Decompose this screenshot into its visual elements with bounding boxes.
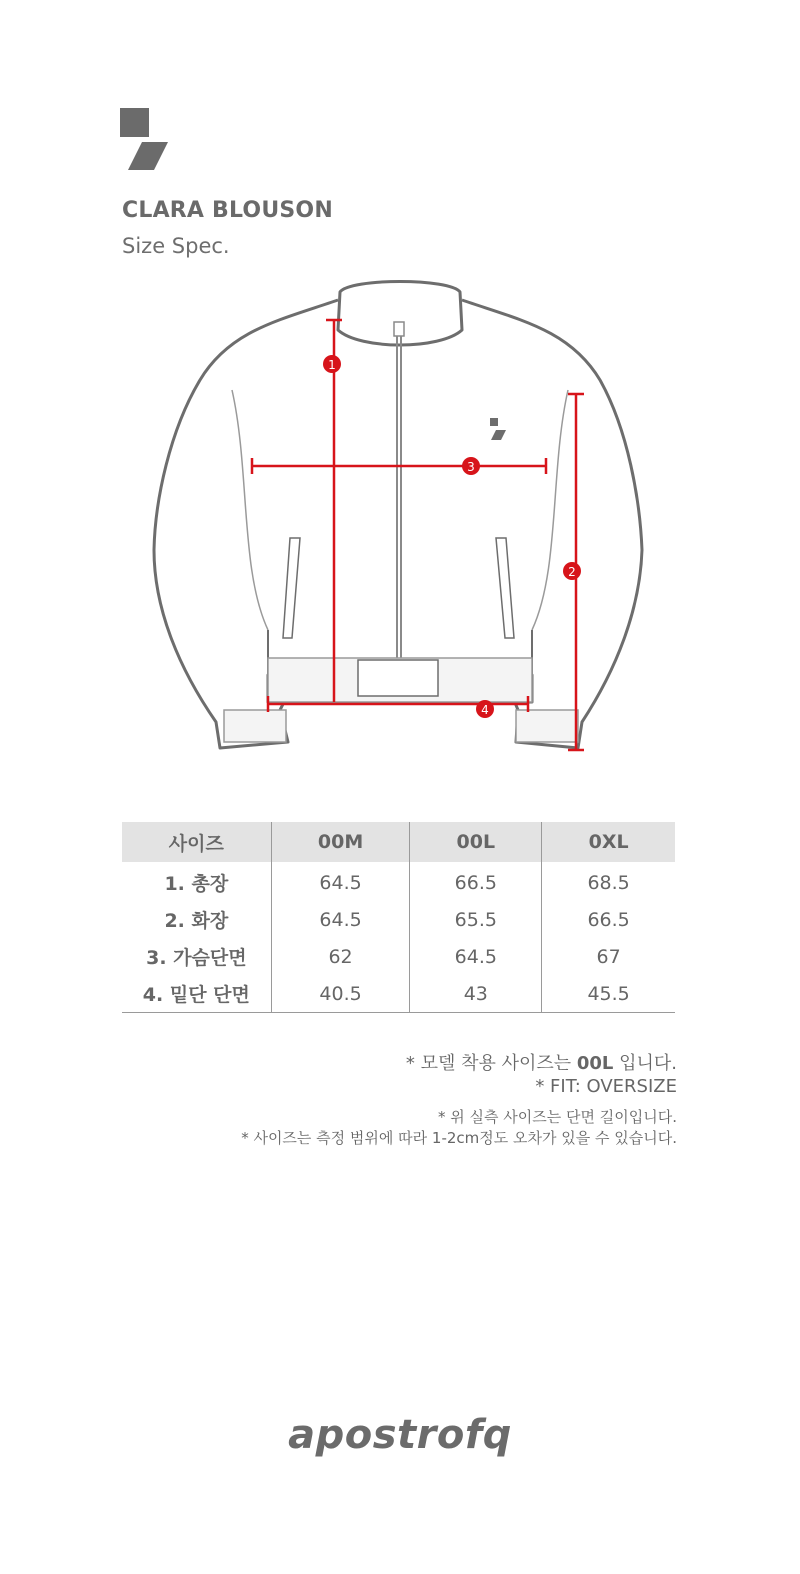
row-label: 4. 밑단 단면	[122, 975, 271, 1013]
cell-value: 65.5	[410, 901, 542, 938]
hem-band	[224, 658, 578, 742]
table-row	[122, 862, 675, 901]
cell-value: 67	[542, 938, 675, 975]
marker-3-label: 3	[467, 460, 475, 474]
table-row	[122, 901, 675, 938]
header-00m: 00M	[271, 822, 410, 862]
row-label: 1. 총장	[164, 873, 229, 895]
model-size: 00L	[576, 1053, 614, 1074]
row-label: 2. 화장	[164, 910, 229, 932]
marker-4-label: 4	[481, 703, 489, 717]
marker-1-label: 1	[328, 358, 336, 372]
cell-value: 64.5	[271, 901, 410, 938]
measure-note-1: * 위 실측 사이즈는 단면 길이입니다.	[438, 1108, 677, 1126]
jacket-diagram	[140, 270, 660, 760]
row-label: 3. 가슴단면	[146, 947, 247, 969]
zipper	[394, 322, 404, 695]
table-row	[122, 975, 675, 1013]
header-size: 사이즈	[122, 822, 271, 862]
fit-note: * FIT: OVERSIZE	[535, 1076, 677, 1097]
brand-logo-icon	[120, 108, 170, 172]
size-spec-table	[122, 822, 675, 1013]
cell-value: 68.5	[542, 862, 675, 901]
cell-value: 66.5	[410, 862, 542, 901]
fit-notes	[406, 1052, 677, 1098]
chest-logo-icon	[490, 418, 506, 440]
cell-value: 64.5	[271, 862, 410, 901]
measure-notes	[241, 1107, 677, 1149]
cell-value: 45.5	[542, 975, 675, 1013]
cell-value: 62	[271, 938, 410, 975]
header-0xl: 0XL	[542, 822, 675, 862]
brand-wordmark: apostrofq	[288, 1412, 512, 1458]
page-subtitle: Size Spec.	[122, 234, 230, 258]
pockets	[283, 538, 514, 638]
cell-value: 40.5	[271, 975, 410, 1013]
marker-2-label: 2	[568, 565, 576, 579]
cell-value: 43	[410, 975, 542, 1013]
measure-note-2: * 사이즈는 측정 범위에 따라 1-2cm정도 오차가 있을 수 있습니다.	[241, 1129, 677, 1147]
table-row	[122, 938, 675, 975]
product-name: CLARA BLOUSON	[122, 198, 333, 223]
cell-value: 66.5	[542, 901, 675, 938]
cell-value: 64.5	[410, 938, 542, 975]
table-header-row	[122, 822, 675, 862]
model-size-note: * 모델 착용 사이즈는 00L 입니다.	[405, 1053, 677, 1074]
header-00l: 00L	[410, 822, 542, 862]
